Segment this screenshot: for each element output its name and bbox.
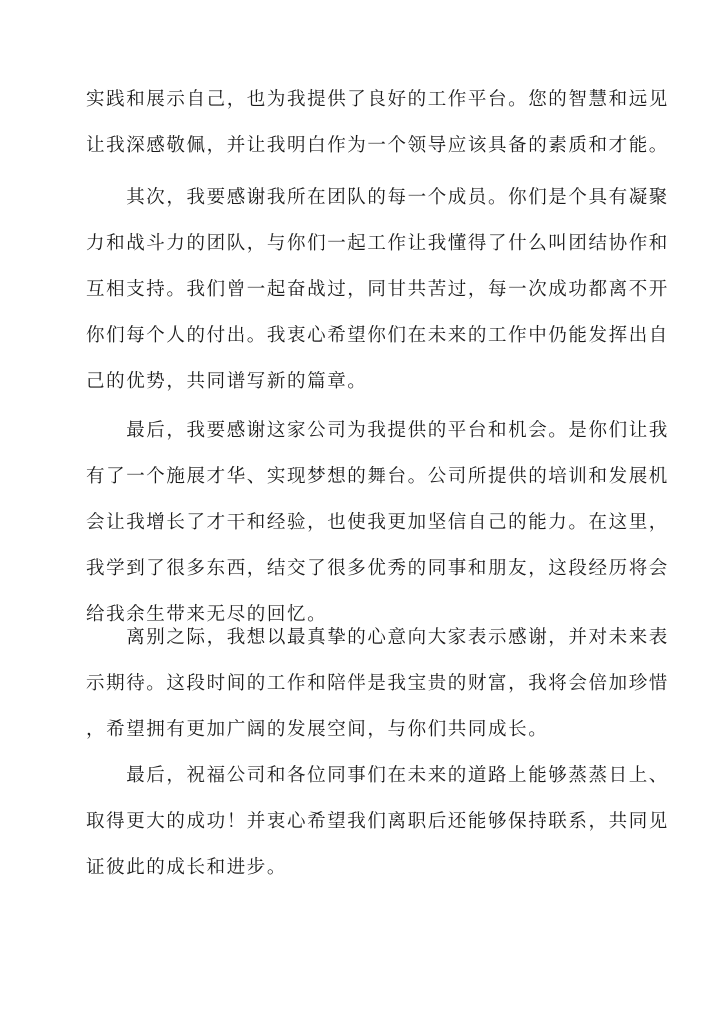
text-line: 有了一个施展才华、实现梦想的舞台。公司所提供的培训和发展机: [86, 466, 669, 487]
paragraph-1: [86, 77, 669, 169]
text-line: 己的优势，共同谱写新的篇章。: [86, 371, 368, 392]
text-line: 最后，我要感谢这家公司为我提供的平台和机会。是你们让我: [86, 420, 669, 441]
text-line: 会让我增长了才干和经验，也使我更加坚信自己的能力。在这里，: [86, 512, 669, 533]
paragraph-5: [86, 753, 669, 891]
text-line: 最后，祝福公司和各位同事们在未来的道路上能够蒸蒸日上、: [86, 765, 669, 786]
text-line: 其次，我要感谢我所在团队的每一个成员。你们是个具有凝聚: [86, 187, 669, 208]
paragraph-2: [86, 175, 669, 405]
text-line: 离别之际，我想以最真挚的心意向大家表示感谢，并对未来表: [86, 627, 669, 648]
text-line: 让我深感敬佩，并让我明白作为一个领导应该具备的素质和才能。: [86, 135, 669, 156]
text-line: 取得更大的成功！并衷心希望我们离职后还能够保持联系，共同见: [86, 811, 669, 832]
paragraph-4: [86, 615, 669, 753]
text-line: ，希望拥有更加广阔的发展空间，与你们共同成长。: [86, 719, 549, 740]
text-line: 证彼此的成长和进步。: [86, 857, 288, 878]
text-line: 力和战斗力的团队，与你们一起工作让我懂得了什么叫团结协作和: [86, 233, 669, 254]
text-line: 实践和展示自己，也为我提供了良好的工作平台。您的智慧和远见: [86, 89, 669, 110]
text-line: 示期待。这段时间的工作和陪伴是我宝贵的财富，我将会倍加珍惜: [86, 673, 669, 694]
text-line: 给我余生带来无尽的回忆。: [86, 604, 328, 625]
paragraph-3: [86, 408, 669, 638]
text-line: 我学到了很多东西，结交了很多优秀的同事和朋友，这段经历将会: [86, 558, 669, 579]
text-line: 互相支持。我们曾一起奋战过，同甘共苦过，每一次成功都离不开: [86, 279, 669, 300]
text-line: 你们每个人的付出。我衷心希望你们在未来的工作中仍能发挥出自: [86, 325, 669, 346]
